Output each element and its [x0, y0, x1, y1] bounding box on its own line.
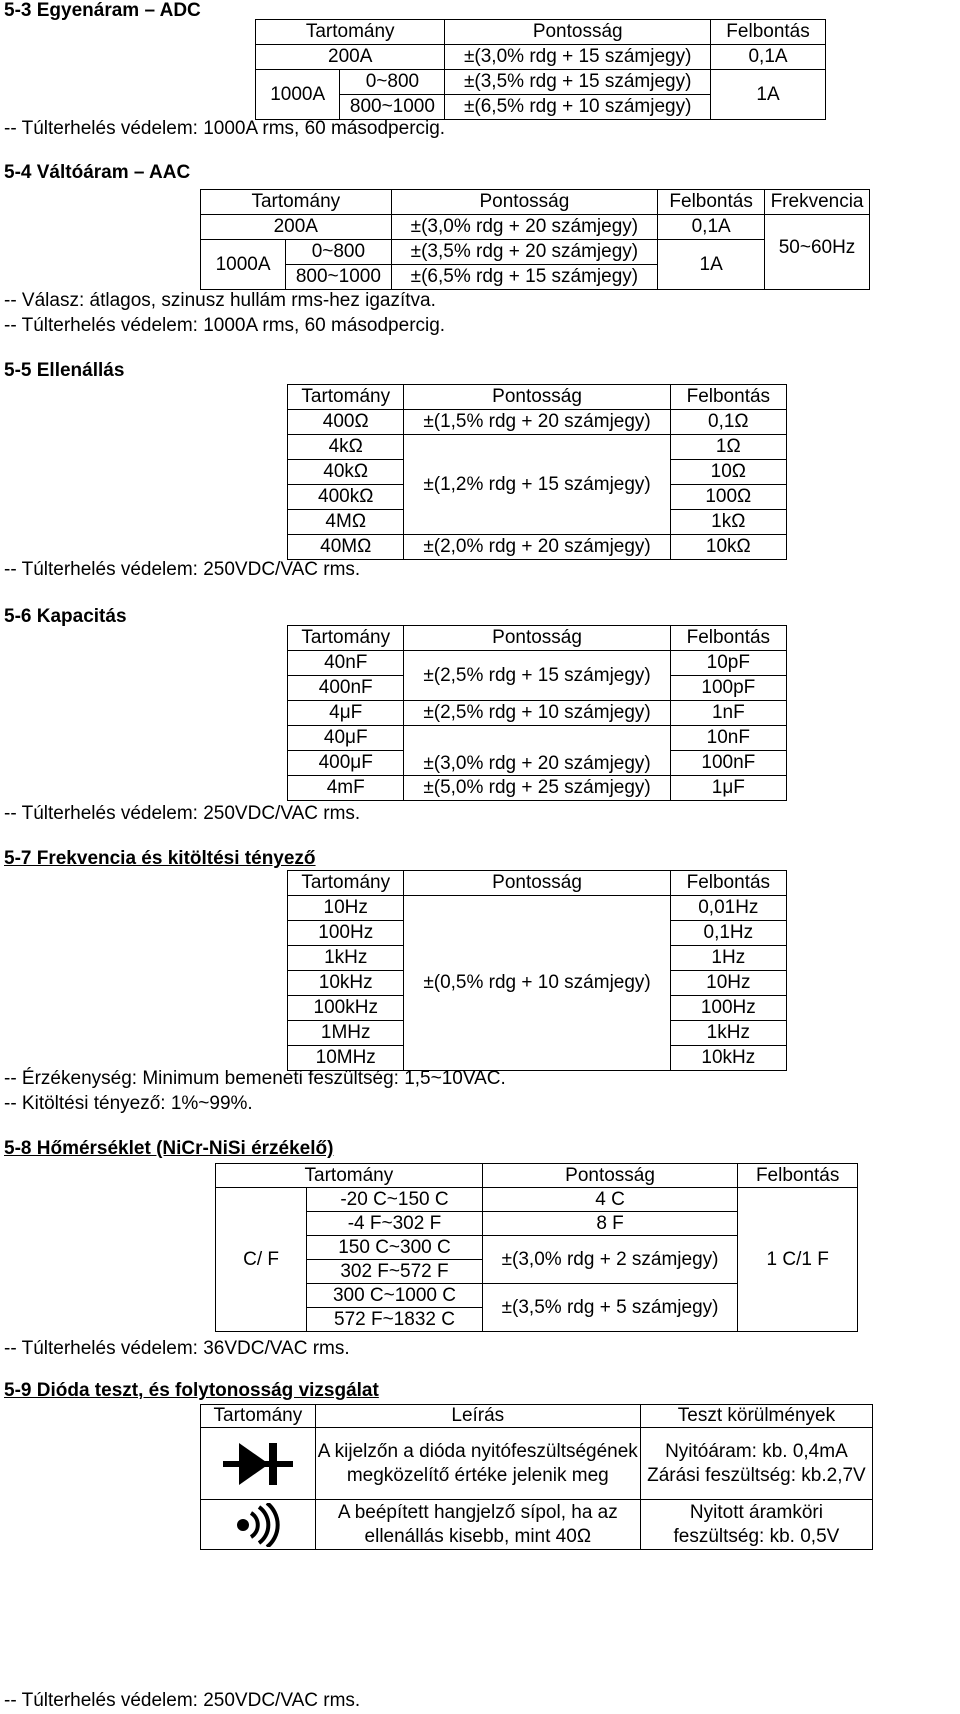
resolution-cell: 1 C/1 F — [738, 1188, 858, 1332]
header-resolution: Felbontás — [670, 871, 786, 896]
range-cell: 100kHz — [288, 996, 404, 1021]
note-text: -- Túlterhelés védelem: 250VDC/VAC rms. — [4, 1690, 361, 1711]
test-condition-cell: Nyitóáram: kb. 0,4mA Zárási feszültség: kb.2,7V — [640, 1428, 872, 1500]
accuracy-cell: ±(2,5% rdg + 10 számjegy) — [404, 701, 670, 726]
range-cell: 10MHz — [288, 1046, 404, 1071]
range-cell: 40μF — [288, 726, 404, 751]
accuracy-cell: 8 F — [482, 1212, 738, 1236]
range-cell: 100Hz — [288, 921, 404, 946]
resolution-cell: 100Hz — [670, 996, 786, 1021]
subrange-cell: 800~1000 — [286, 265, 391, 290]
range-cell: 150 C~300 C — [307, 1236, 483, 1260]
header-accuracy: Pontosság — [482, 1164, 738, 1188]
resolution-cell: 1A — [658, 240, 765, 290]
note-text: -- Túlterhelés védelem: 1000A rms, 60 másodpercig. — [4, 118, 446, 139]
resolution-cell: 0,1Hz — [670, 921, 786, 946]
resolution-cell: 0,1A — [658, 215, 765, 240]
accuracy-cell: ±(6,5% rdg + 10 számjegy) — [445, 95, 711, 120]
accuracy-cell: ±(6,5% rdg + 15 számjegy) — [391, 265, 658, 290]
accuracy-cell: ±(3,0% rdg + 2 számjegy) — [482, 1236, 738, 1284]
range-cell: 400kΩ — [288, 485, 404, 510]
header-resolution: Felbontás — [738, 1164, 858, 1188]
accuracy-cell: ±(3,5% rdg + 20 számjegy) — [391, 240, 658, 265]
accuracy-cell: ±(3,5% rdg + 15 számjegy) — [445, 70, 711, 95]
speaker-icon — [201, 1500, 316, 1550]
range-cell: 4kΩ — [288, 435, 404, 460]
header-range: Tartomány — [201, 1405, 316, 1428]
range-cell: 400μF — [288, 751, 404, 776]
header-accuracy: Pontosság — [445, 20, 711, 45]
note-text: -- Túlterhelés védelem: 250VDC/VAC rms. — [4, 803, 361, 824]
accuracy-cell: ±(2,0% rdg + 20 számjegy) — [404, 535, 670, 560]
resolution-cell: 1μF — [670, 776, 786, 801]
section-heading-resistance: 5-5 Ellenállás — [4, 360, 125, 381]
resolution-cell: 1A — [711, 70, 826, 120]
note-text: -- Túlterhelés védelem: 250VDC/VAC rms. — [4, 559, 361, 580]
resolution-cell: 10kΩ — [670, 535, 786, 560]
header-accuracy: Pontosság — [404, 626, 670, 651]
accuracy-cell: ±(3,5% rdg + 5 számjegy) — [482, 1284, 738, 1332]
range-cell: 200A — [201, 215, 392, 240]
resolution-cell: 10nF — [670, 726, 786, 751]
description-cell: A kijelzőn a dióda nyitófeszültségének megközelítő értéke jelenik meg — [315, 1428, 640, 1500]
resolution-cell: 0,1A — [711, 45, 826, 70]
accuracy-cell: ±(3,0% rdg + 15 számjegy) — [445, 45, 711, 70]
range-cell: 200A — [256, 45, 445, 70]
header-resolution: Felbontás — [711, 20, 826, 45]
range-cell: 300 C~1000 C — [307, 1284, 483, 1308]
section-heading-diode: 5-9 Dióda teszt, és folytonosság vizsgálat — [4, 1380, 379, 1401]
resolution-cell: 0,1Ω — [670, 410, 786, 435]
header-test-conditions: Teszt körülmények — [640, 1405, 872, 1428]
range-cell: 4mF — [288, 776, 404, 801]
subrange-cell: 0~800 — [286, 240, 391, 265]
resolution-cell: 10Ω — [670, 460, 786, 485]
range-cell: 1000A — [256, 70, 340, 120]
capacitance-spec-table — [287, 625, 787, 801]
accuracy-cell: ±(3,0% rdg + 20 számjegy) — [404, 726, 670, 776]
adc-spec-table — [255, 19, 826, 120]
resolution-cell: 1kHz — [670, 1021, 786, 1046]
range-cell: 4MΩ — [288, 510, 404, 535]
accuracy-cell: ±(2,5% rdg + 15 számjegy) — [404, 651, 670, 701]
header-accuracy: Pontosság — [391, 190, 658, 215]
range-cell: 10Hz — [288, 896, 404, 921]
resistance-spec-table — [287, 384, 787, 560]
header-range: Tartomány — [201, 190, 392, 215]
header-frequency: Frekvencia — [765, 190, 870, 215]
range-cell: 302 F~572 F — [307, 1260, 483, 1284]
frequency-cell: 50~60Hz — [765, 215, 870, 290]
accuracy-cell: ±(1,2% rdg + 15 számjegy) — [404, 435, 670, 535]
subrange-cell: 0~800 — [340, 70, 445, 95]
test-condition-cell: Nyitott áramköri feszültség: kb. 0,5V — [640, 1500, 872, 1550]
header-resolution: Felbontás — [670, 626, 786, 651]
range-cell: 400Ω — [288, 410, 404, 435]
header-resolution: Felbontás — [658, 190, 765, 215]
section-heading-frequency: 5-7 Frekvencia és kitöltési tényező — [4, 848, 316, 869]
header-range: Tartomány — [288, 385, 404, 410]
note-text: -- Túlterhelés védelem: 1000A rms, 60 másodpercig. — [4, 315, 446, 336]
header-range: Tartomány — [216, 1164, 483, 1188]
frequency-spec-table — [287, 870, 787, 1071]
resolution-cell: 100nF — [670, 751, 786, 776]
range-cell: 10kHz — [288, 971, 404, 996]
unit-cell: C/ F — [216, 1188, 307, 1332]
temperature-spec-table — [215, 1163, 858, 1332]
description-cell: A beépített hangjelző sípol, ha az ellenállás kisebb, mint 40Ω — [315, 1500, 640, 1550]
header-resolution: Felbontás — [670, 385, 786, 410]
accuracy-cell: ±(1,5% rdg + 20 számjegy) — [404, 410, 670, 435]
resolution-cell: 10Hz — [670, 971, 786, 996]
range-cell: 400nF — [288, 676, 404, 701]
range-cell: 572 F~1832 C — [307, 1308, 483, 1332]
note-text: -- Kitöltési tényező: 1%~99%. — [4, 1093, 253, 1114]
note-text: -- Túlterhelés védelem: 36VDC/VAC rms. — [4, 1338, 350, 1359]
section-heading-temperature: 5-8 Hőmérséklet (NiCr-NiSi érzékelő) — [4, 1138, 334, 1159]
header-accuracy: Pontosság — [404, 385, 670, 410]
section-heading-aac: 5-4 Váltóáram – AAC — [4, 162, 191, 183]
subrange-cell: 800~1000 — [340, 95, 445, 120]
range-cell: 1kHz — [288, 946, 404, 971]
diode-spec-table — [200, 1404, 873, 1550]
accuracy-cell: ±(5,0% rdg + 25 számjegy) — [404, 776, 670, 801]
accuracy-cell: ±(0,5% rdg + 10 számjegy) — [404, 896, 670, 1071]
range-cell: 1000A — [201, 240, 286, 290]
resolution-cell: 10pF — [670, 651, 786, 676]
accuracy-cell: ±(3,0% rdg + 20 számjegy) — [391, 215, 658, 240]
resolution-cell: 0,01Hz — [670, 896, 786, 921]
header-accuracy: Pontosság — [404, 871, 670, 896]
range-cell: 4μF — [288, 701, 404, 726]
resolution-cell: 1Ω — [670, 435, 786, 460]
accuracy-cell: 4 C — [482, 1188, 738, 1212]
note-text: -- Válasz: átlagos, szinusz hullám rms-hez igazítva. — [4, 290, 436, 311]
resolution-cell: 10kHz — [670, 1046, 786, 1071]
header-range: Tartomány — [256, 20, 445, 45]
resolution-cell: 100pF — [670, 676, 786, 701]
section-heading-capacitance: 5-6 Kapacitás — [4, 606, 127, 627]
header-description: Leírás — [315, 1405, 640, 1428]
header-range: Tartomány — [288, 871, 404, 896]
range-cell: 40nF — [288, 651, 404, 676]
note-text: -- Érzékenység: Minimum bemeneti feszültség: 1,5~10VAC. — [4, 1068, 506, 1089]
diode-icon — [201, 1428, 316, 1500]
resolution-cell: 100Ω — [670, 485, 786, 510]
range-cell: -4 F~302 F — [307, 1212, 483, 1236]
range-cell: 40kΩ — [288, 460, 404, 485]
resolution-cell: 1nF — [670, 701, 786, 726]
header-range: Tartomány — [288, 626, 404, 651]
resolution-cell: 1kΩ — [670, 510, 786, 535]
range-cell: -20 C~150 C — [307, 1188, 483, 1212]
aac-spec-table — [200, 189, 870, 290]
range-cell: 40MΩ — [288, 535, 404, 560]
resolution-cell: 1Hz — [670, 946, 786, 971]
section-heading-adc: 5-3 Egyenáram – ADC — [4, 0, 201, 21]
range-cell: 1MHz — [288, 1021, 404, 1046]
